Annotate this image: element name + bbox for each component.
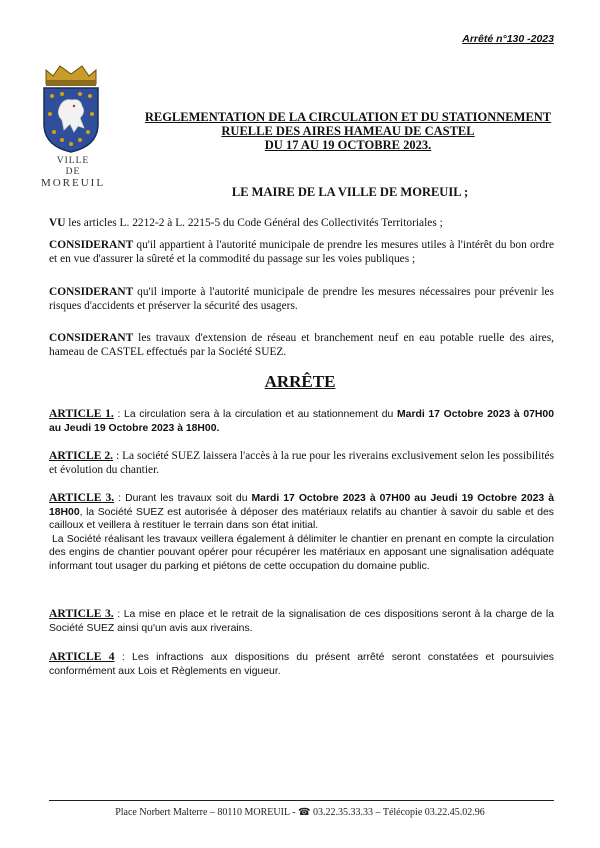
article-2 (49, 449, 554, 477)
decree-reference: Arrêté n°130 -2023 (462, 33, 554, 45)
article-text: La circulation sera à la circulation et au stationnement du (124, 409, 398, 420)
article-label: ARTICLE 4 (49, 650, 115, 663)
article-label: ARTICLE 3. (49, 607, 114, 620)
considerant-text: qu'il importe à l'autorité municipale de prendre les mesures nécessaires pour prévenir les risques d'accidents et préserver la sécurité des usagers. (49, 286, 554, 312)
article-text: La société SUEZ laissera l'accès à la rue pour les riverains exclusivement selon les possibilités et évolution du chantier. (49, 450, 554, 476)
article-text: La mise en place et le retrait de la signalisation de ces dispositions seront à la charge de la Société SUEZ ainsi qu'un avis aux riverains. (49, 609, 554, 634)
considerant-text: qu'il appartient à l'autorité municipale de prendre les mesures utiles à l'intérêt du bon ordre et en vue d'assurer la sûreté et la commodité du passage sur les voies publiques ; (49, 239, 554, 265)
title-line-3: DU 17 AU 19 OCTOBRE 2023. (264, 138, 432, 152)
article-text: Les infractions aux dispositions du présent arrêté seront constatées et poursuivies conformément aux Lois et Règlements en vigueur. (49, 652, 554, 677)
footer-address: Place Norbert Malterre – 80110 MOREUIL - (115, 807, 299, 818)
article-sep: : (113, 609, 124, 620)
article-text: Durant les travaux soit du (125, 493, 252, 504)
article-3-para-2: La Société réalisant les travaux veillera également à délimiter le chantier en prenant en compte la circulation des engins de chantier pouvant opérer pour récupérer les matériaux en apposant une signalisation adéquate informant tout usager du parking et piétons de cette occupation du domaine public. (49, 533, 554, 572)
article-sep: : (113, 409, 125, 420)
vu-text: les articles L. 2212-2 à L. 2215-5 du Code Général des Collectivités Territoriales ; (65, 217, 443, 229)
article-label: ARTICLE 2. (49, 449, 114, 462)
town-line-de: DE (65, 167, 81, 177)
considerant-label: CONSIDERANT (49, 239, 134, 251)
article-label: ARTICLE 3. (49, 491, 115, 504)
town-line-moreuil: MOREUIL (40, 177, 106, 189)
considerant-3 (49, 332, 554, 359)
article-sep: : (114, 652, 133, 663)
footer-contact: 03.22.35.33.33 – Télécopie 03.22.45.02.96 (310, 807, 485, 818)
considerant-label: CONSIDERANT (49, 286, 134, 298)
article-dates: Mardi 17 Octobre 2023 à 07H00 au Jeudi 19 Octobre 2023 à 18H00. (49, 409, 554, 434)
article-text-post: , la Société SUEZ est autorisée à déposer des matériaux relatifs au chantier à savoir du sable et des cailloux et veillera à restituer le terrain dans son état initial. (49, 506, 554, 532)
article-sep: : (114, 493, 126, 504)
footer (0, 807, 600, 818)
footer-divider (49, 800, 554, 801)
mayor-heading: LE MAIRE DE LA VILLE DE MOREUIL ; (231, 185, 469, 199)
considerant-1 (49, 239, 554, 266)
article-dates: Mardi 17 Octobre 2023 à 07H00 au Jeudi 19 Octobre 2023 à 18H00 (49, 493, 554, 518)
town-line-ville: VILLE (56, 156, 90, 166)
document-title (128, 110, 568, 152)
telephone-icon: ☎ (298, 807, 311, 818)
article-3-bis (49, 607, 554, 635)
moreuil-coat-of-arms-icon (40, 62, 102, 154)
article-label: ARTICLE 1. (49, 407, 114, 420)
article-4 (49, 650, 554, 678)
considerant-2 (49, 286, 554, 313)
title-line-2: RUELLE DES AIRES HAMEAU DE CASTEL (221, 124, 475, 138)
town-name (30, 156, 116, 189)
article-1 (49, 407, 554, 435)
article-sep: : (113, 450, 123, 462)
arrete-heading: ARRÊTE (264, 372, 336, 391)
considerant-label: CONSIDERANT (49, 332, 134, 344)
article-3 (49, 491, 554, 574)
title-line-1: REGLEMENTATION DE LA CIRCULATION ET DU STATIONNEMENT (144, 110, 552, 124)
considerant-text: les travaux d'extension de réseau et branchement neuf en eau potable ruelle des aires, hameau de CASTEL effectués par la Société SUEZ. (49, 332, 554, 358)
vu-label: VU (49, 217, 66, 229)
vu-paragraph (49, 217, 554, 231)
